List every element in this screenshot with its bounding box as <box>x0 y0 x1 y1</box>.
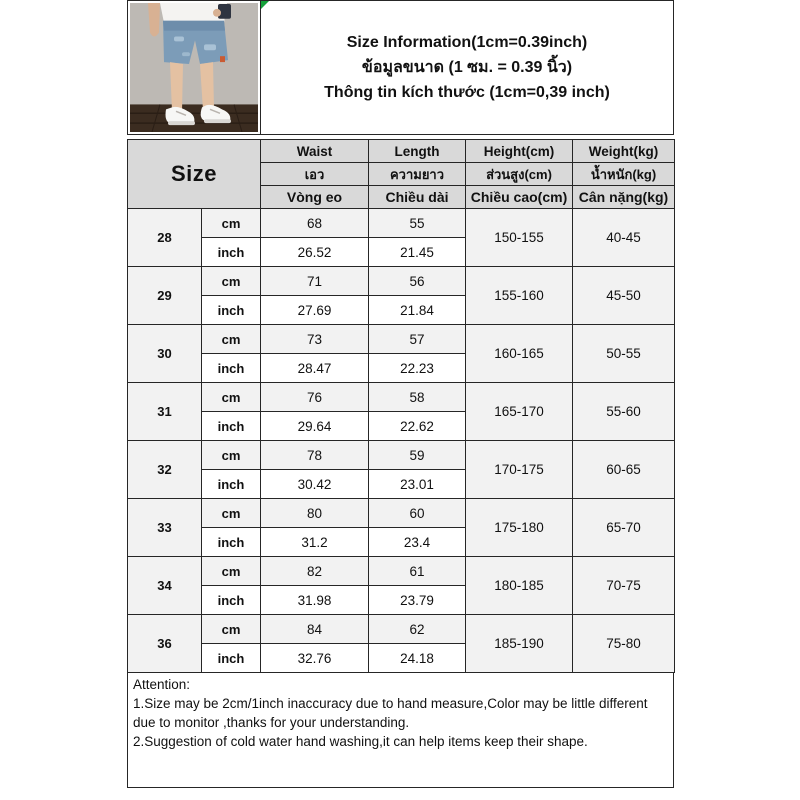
size-value: 31 <box>128 383 202 441</box>
unit-inch-label: inch <box>202 528 261 557</box>
height-range-value: 150-155 <box>466 209 573 267</box>
waist-inch-value: 31.98 <box>261 586 369 615</box>
unit-cm-label: cm <box>202 499 261 528</box>
waist-cm-value: 73 <box>261 325 369 354</box>
waist-inch-value: 27.69 <box>261 296 369 325</box>
table-row <box>128 557 675 586</box>
size-table <box>127 139 675 673</box>
size-value: 29 <box>128 267 202 325</box>
unit-inch-label: inch <box>202 296 261 325</box>
waist-cm-value: 76 <box>261 383 369 412</box>
table-row <box>128 383 675 412</box>
size-chart-sheet <box>127 0 674 788</box>
unit-inch-label: inch <box>202 354 261 383</box>
unit-inch-label: inch <box>202 644 261 673</box>
height-header-th: ส่วนสูง(cm) <box>466 163 573 186</box>
waist-inch-value: 31.2 <box>261 528 369 557</box>
weight-range-value: 60-65 <box>573 441 675 499</box>
attention-note-2: 2.Suggestion of cold water hand washing,it can help items keep their shape. <box>133 734 588 749</box>
length-cm-value: 56 <box>369 267 466 296</box>
weight-header-en: Weight(kg) <box>573 140 675 163</box>
title-vietnamese: Thông tin kích thước (1cm=0,39 inch) <box>324 83 610 101</box>
length-cm-value: 55 <box>369 209 466 238</box>
weight-header-vi: Cân nặng(kg) <box>573 186 675 209</box>
weight-range-value: 70-75 <box>573 557 675 615</box>
length-header-en: Length <box>369 140 466 163</box>
title-thai: ข้อมูลขนาด (1 ซม. = 0.39 นิ้ว) <box>361 58 573 76</box>
height-header-en: Height(cm) <box>466 140 573 163</box>
unit-cm-label: cm <box>202 267 261 296</box>
size-value: 28 <box>128 209 202 267</box>
unit-inch-label: inch <box>202 238 261 267</box>
waist-header-en: Waist <box>261 140 369 163</box>
length-cm-value: 61 <box>369 557 466 586</box>
waist-cm-value: 80 <box>261 499 369 528</box>
waist-header-th: เอว <box>261 163 369 186</box>
height-range-value: 155-160 <box>466 267 573 325</box>
unit-cm-label: cm <box>202 325 261 354</box>
size-value: 30 <box>128 325 202 383</box>
denim-shorts-photo-illustration <box>130 3 258 132</box>
size-value: 33 <box>128 499 202 557</box>
size-value: 34 <box>128 557 202 615</box>
unit-cm-label: cm <box>202 557 261 586</box>
unit-inch-label: inch <box>202 470 261 499</box>
height-range-value: 160-165 <box>466 325 573 383</box>
title-english: Size Information(1cm=0.39inch) <box>346 33 588 51</box>
title-block <box>261 1 673 134</box>
table-row <box>128 267 675 296</box>
height-range-value: 165-170 <box>466 383 573 441</box>
length-header-th: ความยาว <box>369 163 466 186</box>
weight-range-value: 55-60 <box>573 383 675 441</box>
waist-cm-value: 68 <box>261 209 369 238</box>
length-cm-value: 62 <box>369 615 466 644</box>
length-cm-value: 59 <box>369 441 466 470</box>
waist-cm-value: 82 <box>261 557 369 586</box>
waist-cm-value: 84 <box>261 615 369 644</box>
waist-inch-value: 28.47 <box>261 354 369 383</box>
waist-header-vi: Vòng eo <box>261 186 369 209</box>
header-section <box>127 0 674 135</box>
waist-cm-value: 71 <box>261 267 369 296</box>
waist-inch-value: 26.52 <box>261 238 369 267</box>
height-range-value: 185-190 <box>466 615 573 673</box>
length-header-vi: Chiều dài <box>369 186 466 209</box>
unit-cm-label: cm <box>202 615 261 644</box>
weight-range-value: 45-50 <box>573 267 675 325</box>
weight-range-value: 65-70 <box>573 499 675 557</box>
waist-inch-value: 30.42 <box>261 470 369 499</box>
length-inch-value: 24.18 <box>369 644 466 673</box>
waist-cm-value: 78 <box>261 441 369 470</box>
unit-cm-label: cm <box>202 383 261 412</box>
attention-box <box>127 672 674 788</box>
length-inch-value: 22.62 <box>369 412 466 441</box>
attention-note-1: 1.Size may be 2cm/1inch inaccuracy due to hand measure,Color may be little different due to monitor ,thanks for your understanding. <box>133 696 648 730</box>
table-row <box>128 209 675 238</box>
height-range-value: 180-185 <box>466 557 573 615</box>
height-range-value: 175-180 <box>466 499 573 557</box>
table-row <box>128 499 675 528</box>
length-inch-value: 23.4 <box>369 528 466 557</box>
weight-header-th: น้ำหนัก(kg) <box>573 163 675 186</box>
size-value: 32 <box>128 441 202 499</box>
weight-range-value: 50-55 <box>573 325 675 383</box>
length-inch-value: 23.79 <box>369 586 466 615</box>
size-column-header: Size <box>128 140 261 209</box>
length-inch-value: 23.01 <box>369 470 466 499</box>
weight-range-value: 40-45 <box>573 209 675 267</box>
length-inch-value: 22.23 <box>369 354 466 383</box>
length-inch-value: 21.84 <box>369 296 466 325</box>
height-header-vi: Chiều cao(cm) <box>466 186 573 209</box>
length-cm-value: 58 <box>369 383 466 412</box>
length-inch-value: 21.45 <box>369 238 466 267</box>
unit-cm-label: cm <box>202 441 261 470</box>
table-row <box>128 441 675 470</box>
table-row <box>128 615 675 644</box>
waist-inch-value: 29.64 <box>261 412 369 441</box>
product-photo <box>128 1 261 134</box>
unit-cm-label: cm <box>202 209 261 238</box>
waist-inch-value: 32.76 <box>261 644 369 673</box>
unit-inch-label: inch <box>202 586 261 615</box>
cell-corner-marker <box>261 1 269 9</box>
unit-inch-label: inch <box>202 412 261 441</box>
length-cm-value: 57 <box>369 325 466 354</box>
table-row <box>128 325 675 354</box>
weight-range-value: 75-80 <box>573 615 675 673</box>
length-cm-value: 60 <box>369 499 466 528</box>
attention-heading: Attention: <box>133 677 191 692</box>
height-range-value: 170-175 <box>466 441 573 499</box>
size-value: 36 <box>128 615 202 673</box>
